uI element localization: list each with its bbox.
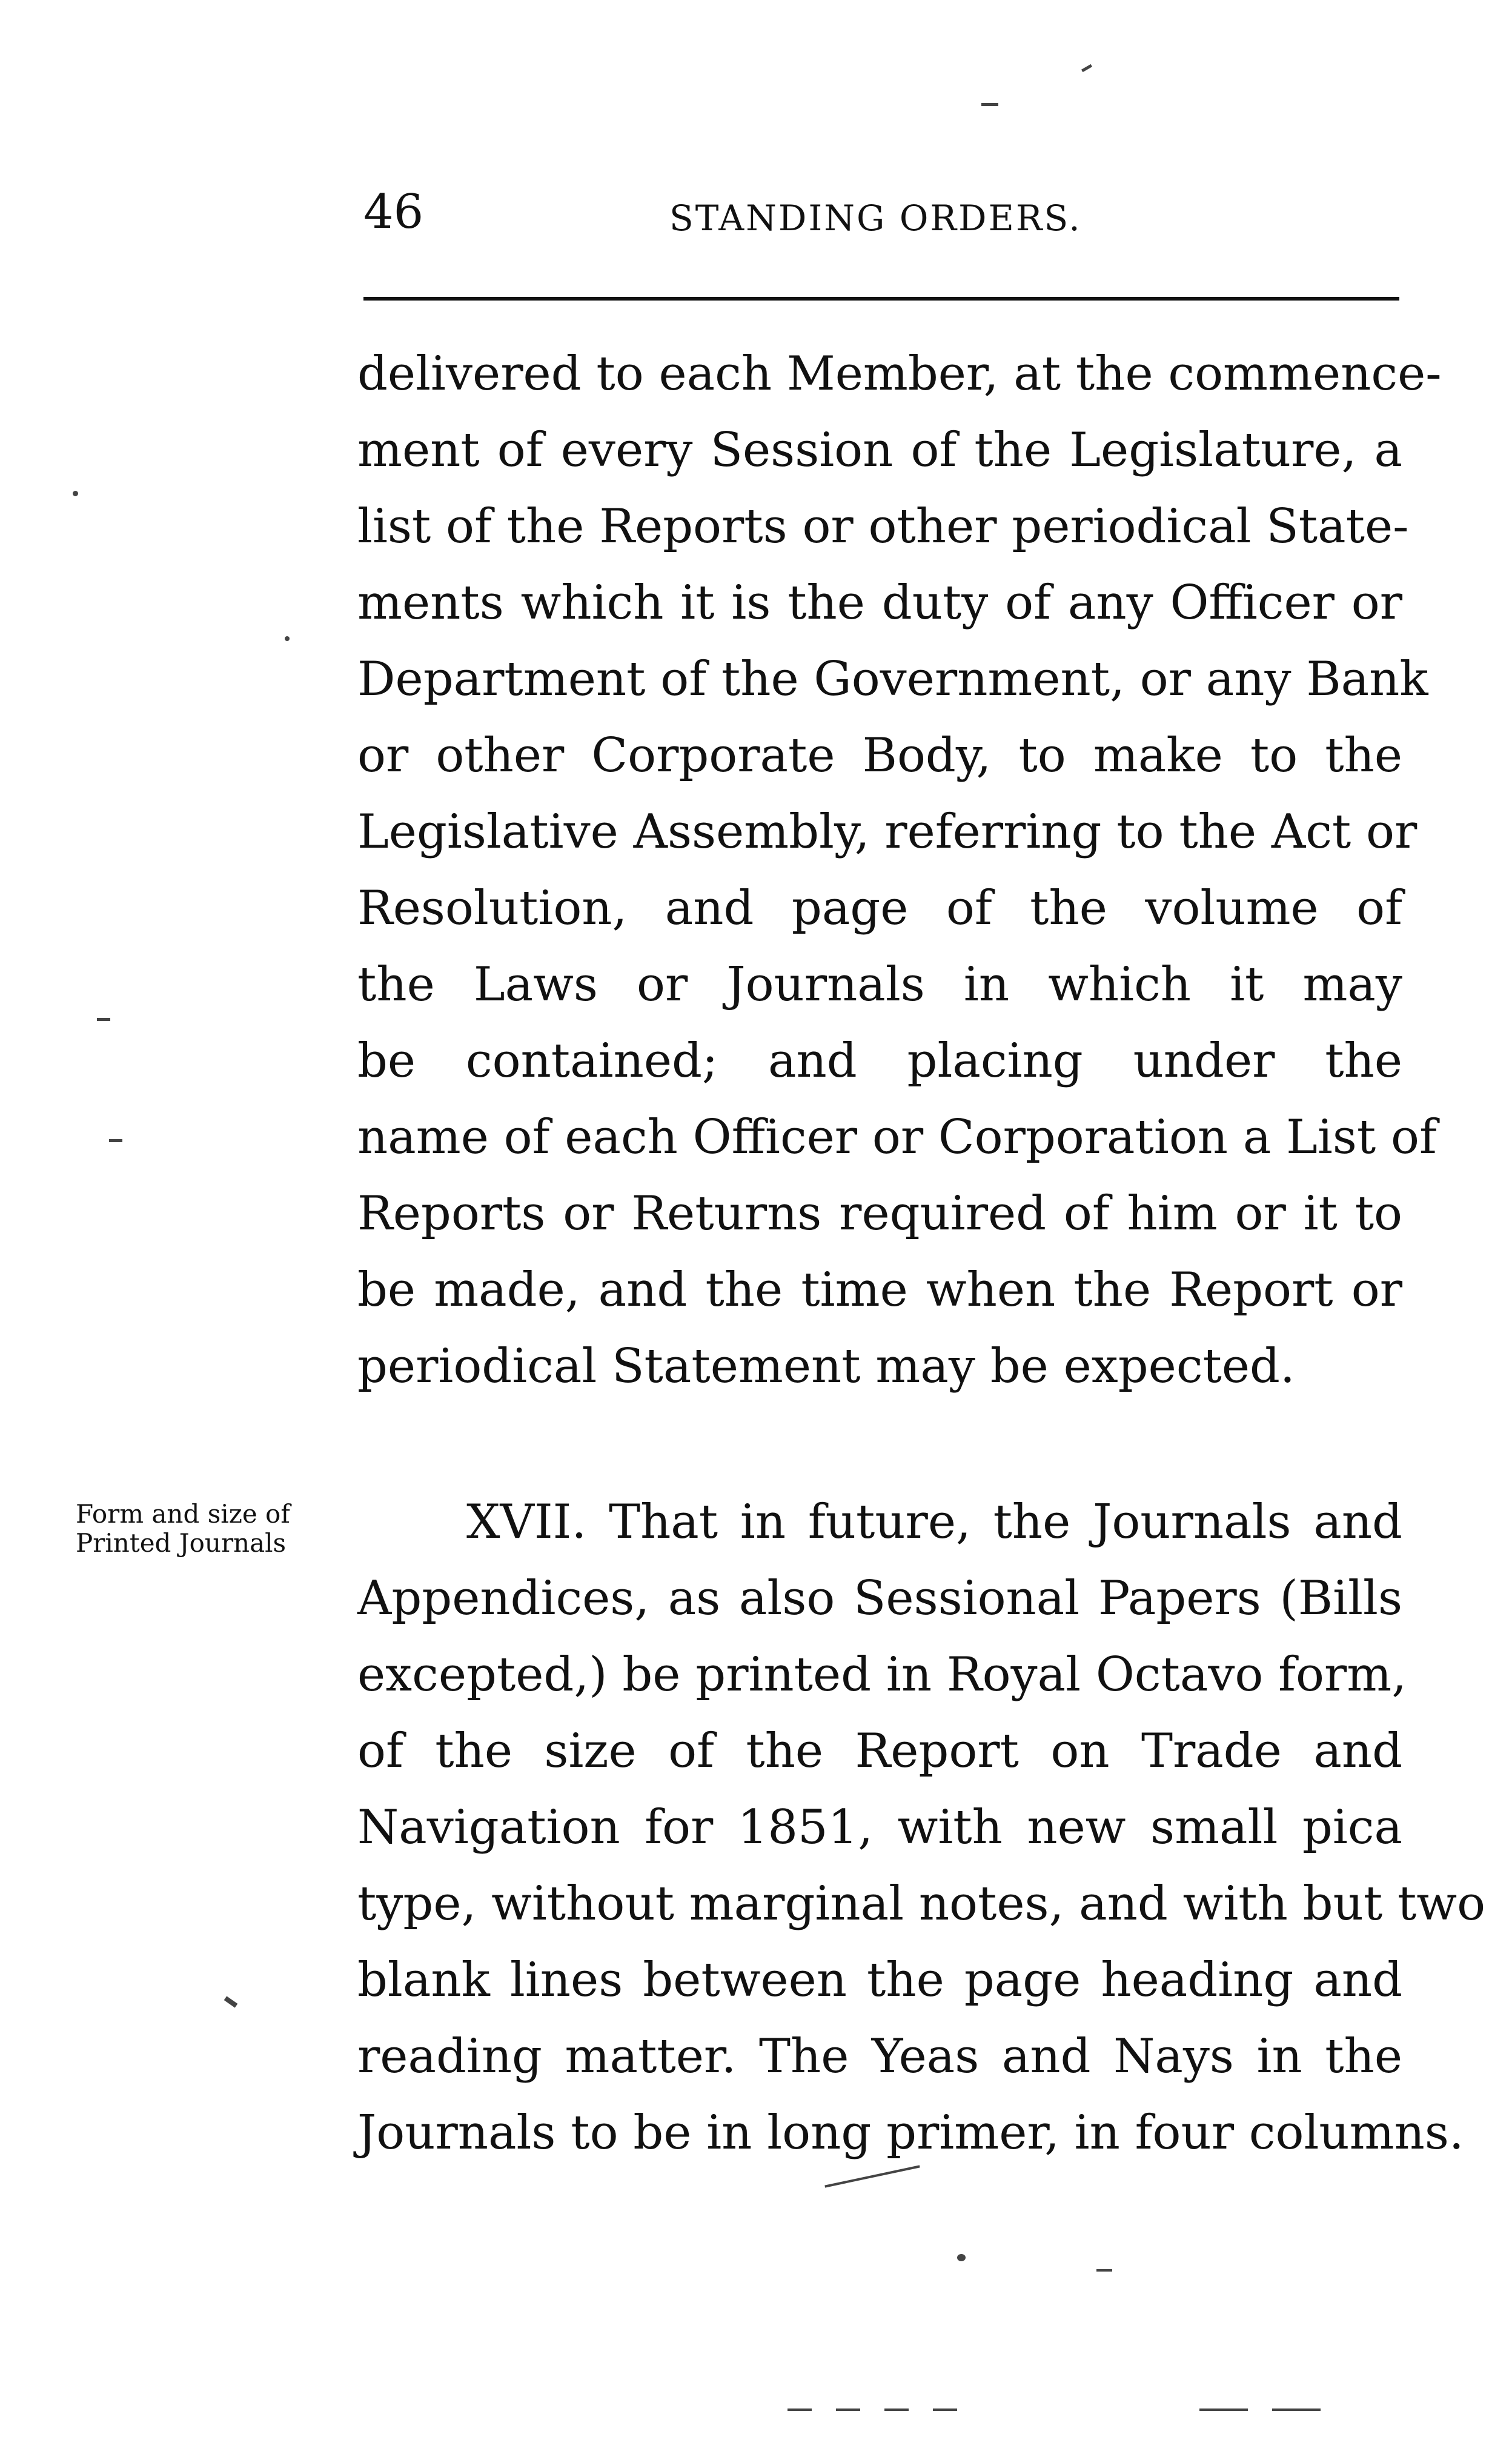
text-line: Reports or Returns required of him or it to bbox=[357, 1186, 1402, 1241]
text-line: ments which it is the duty of any Officer or bbox=[357, 576, 1402, 630]
scan-speck bbox=[836, 2408, 860, 2411]
scan-speck bbox=[884, 2408, 909, 2411]
scan-speck bbox=[73, 491, 78, 496]
scan-speck bbox=[224, 1996, 238, 2007]
text-line: XVII. That in future, the Journals and bbox=[466, 1495, 1402, 1549]
text-line: name of each Officer or Corporation a List of bbox=[357, 1110, 1437, 1165]
scan-speck bbox=[1272, 2408, 1321, 2411]
marginal-note bbox=[76, 1500, 342, 1558]
scan-speck bbox=[1096, 2269, 1112, 2272]
marginal-note-line: Printed Journals bbox=[76, 1528, 287, 1558]
text-line: be made, and the time when the Report or bbox=[357, 1263, 1402, 1317]
running-head bbox=[363, 182, 1405, 242]
text-line: reading matter. The Yeas and Nays in the bbox=[357, 2029, 1402, 2084]
text-line: type, without marginal notes, and with but two bbox=[357, 1877, 1486, 1931]
text-line: blank lines between the page heading and bbox=[357, 1953, 1402, 2007]
text-line: the Laws or Journals in which it may bbox=[357, 957, 1402, 1012]
scan-speck bbox=[1081, 64, 1092, 72]
text-line: ment of every Session of the Legislature, a bbox=[357, 423, 1402, 477]
scan-speck bbox=[1199, 2408, 1248, 2411]
page-number: 46 bbox=[363, 185, 424, 239]
scan-speck bbox=[957, 2254, 966, 2261]
text-line: excepted,) be printed in Royal Octavo form, bbox=[357, 1647, 1407, 1702]
text-line: delivered to each Member, at the commence- bbox=[357, 347, 1442, 401]
scan-speck bbox=[285, 636, 290, 641]
text-line: periodical Statement may be expected. bbox=[357, 1339, 1295, 1394]
scan-speck bbox=[97, 1018, 110, 1021]
text-line: Department of the Government, or any Bank bbox=[357, 652, 1428, 706]
text-line: of the size of the Report on Trade and bbox=[357, 1724, 1402, 1778]
marginal-note-line: Form and size of bbox=[76, 1499, 290, 1529]
text-line: be contained; and placing under the bbox=[357, 1034, 1402, 1088]
scan-speck bbox=[933, 2408, 957, 2411]
running-title: STANDING ORDERS. bbox=[669, 198, 1082, 239]
text-line: list of the Reports or other periodical State- bbox=[357, 499, 1409, 554]
scan-speck bbox=[109, 1139, 122, 1142]
text-line: Resolution, and page of the volume of bbox=[357, 881, 1402, 936]
text-line: Appendices, as also Sessional Papers (Bills bbox=[357, 1571, 1402, 1626]
text-line: Legislative Assembly, referring to the Act or bbox=[357, 805, 1418, 859]
text-line: or other Corporate Body, to make to the bbox=[357, 728, 1402, 783]
header-rule bbox=[363, 297, 1399, 301]
text-line: Navigation for 1851, with new small pica bbox=[357, 1800, 1402, 1855]
scan-speck bbox=[788, 2408, 812, 2411]
text-line: Journals to be in long primer, in four columns. bbox=[357, 2106, 1464, 2160]
scan-speck bbox=[981, 103, 998, 106]
